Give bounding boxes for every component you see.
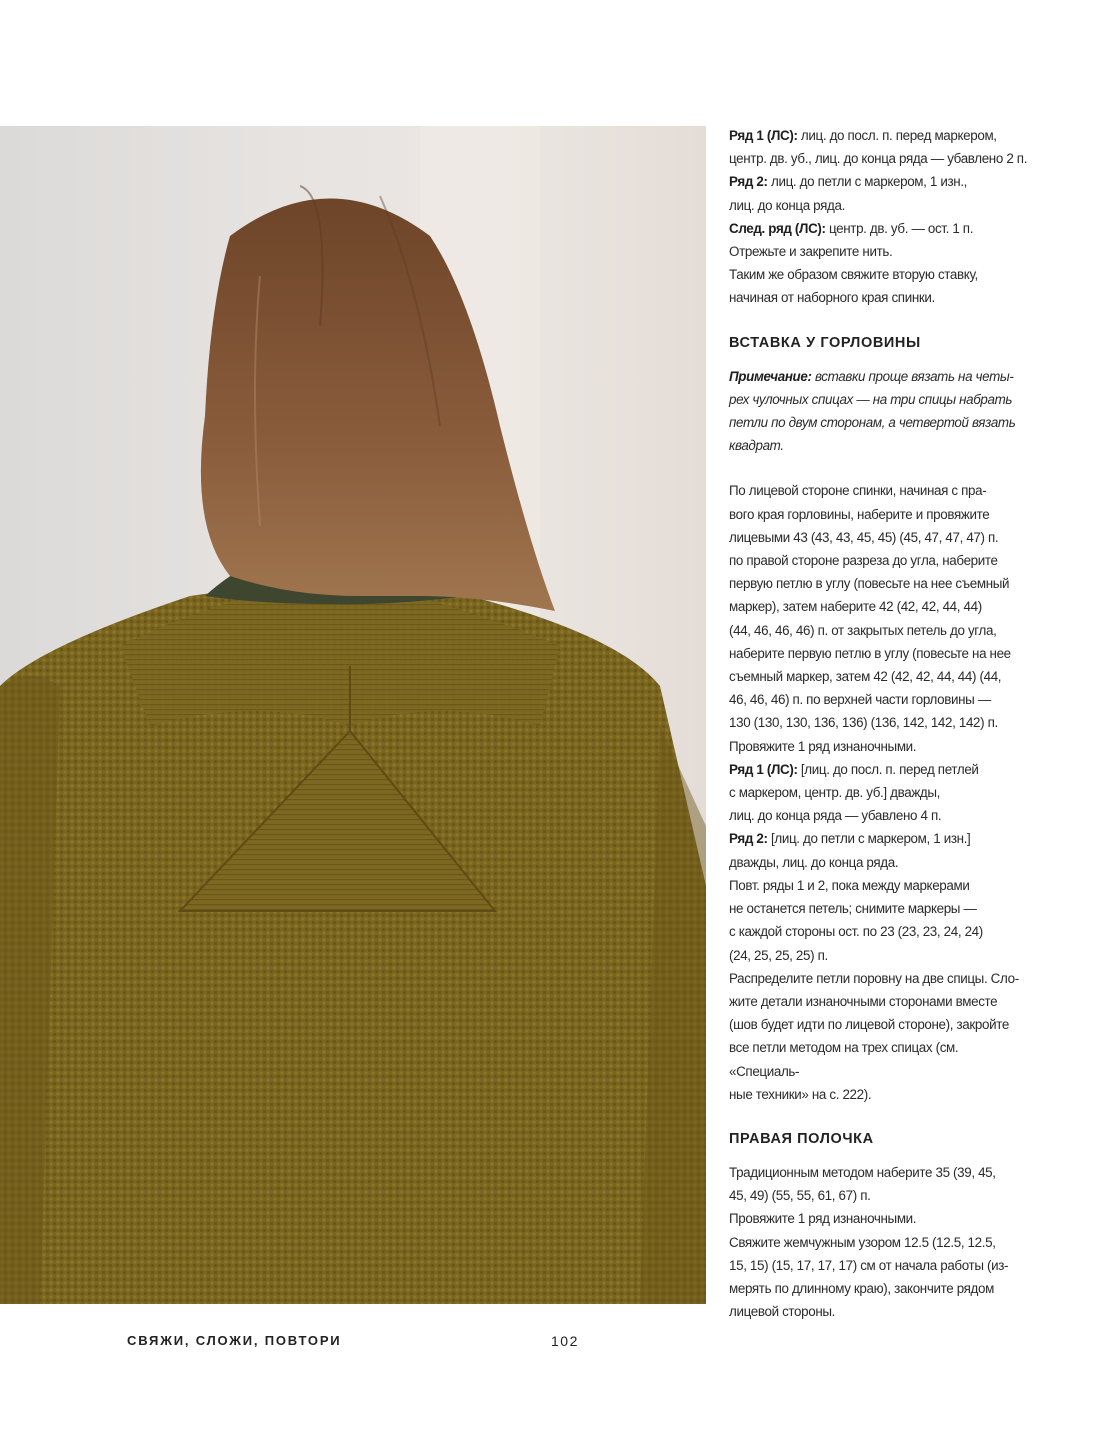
instruction-line: (24, 25, 25, 25) п. [729, 947, 828, 963]
note-line: петли по двум сторонам, а четвертой вязать [729, 415, 1016, 431]
section-back-insert [729, 124, 1029, 310]
instruction-line: ные техники» на с. 222). [729, 1086, 872, 1102]
instruction-line: съемный маркер, затем 42 (42, 42, 44, 44) (44, [729, 669, 1002, 685]
photo-illustration [0, 126, 706, 1304]
instruction-line: вого края горловины, наберите и провяжите [729, 506, 990, 522]
instruction-line: 46, 46, 46) п. по верхней части горловины — [729, 692, 991, 708]
instruction-line: (шов будет идти по лицевой стороне), закройте [729, 1017, 1009, 1033]
instruction-line: начиная от наборного края спинки. [729, 290, 935, 306]
instruction-line: первую петлю в углу (повесьте на нее съемный [729, 576, 1010, 592]
instruction-line: Провяжите 1 ряд изнаночными. [729, 1211, 917, 1227]
note-line: рех чулочных спицах — на три спицы набрать [729, 391, 1013, 407]
instruction-line: Распределите петли поровну на две спицы. Сло- [729, 970, 1019, 986]
pattern-instructions [729, 124, 1029, 1323]
instruction-line: (44, 46, 46, 46) п. от закрытых петель до угла, [729, 622, 997, 638]
instruction-line: 45, 49) (55, 55, 61, 67) п. [729, 1188, 871, 1204]
instruction-line: мерять по длинному краю), закончите рядом [729, 1280, 994, 1296]
instruction-line: Ряд 1 (ЛС): [лиц. до посл. п. перед петлей [729, 761, 979, 777]
instruction-line: 15, 15) (15, 17, 17, 17) см от начала работы (из- [729, 1257, 1009, 1273]
instruction-line: не останется петель; снимите маркеры — [729, 901, 977, 917]
note-block [729, 365, 1029, 458]
instruction-line: По лицевой стороне спинки, начиная с пра- [729, 483, 987, 499]
note-line: квадрат. [729, 438, 784, 454]
instruction-line: лиц. до конца ряда — убавлено 4 п. [729, 808, 942, 824]
page-number: 102 [551, 1333, 579, 1349]
instruction-line: наберите первую петлю в углу (повесьте на нее [729, 645, 1011, 661]
section-heading: ВСТАВКА У ГОРЛОВИНЫ [729, 334, 921, 351]
instruction-line: все петли методом на трех спицах (см. «Специаль- [729, 1040, 959, 1079]
instruction-line: Отрежьте и закрепите нить. [729, 244, 893, 260]
instruction-line: След. ряд (ЛС): центр. дв. уб. — ост. 1 п. [729, 220, 974, 236]
instruction-line: с маркером, центр. дв. уб.] дважды, [729, 785, 941, 801]
instruction-line: по правой стороне разреза до угла, наберите [729, 553, 998, 569]
sweater-back-photo [0, 126, 706, 1304]
instruction-line: Ряд 2: лиц. до петли с маркером, 1 изн., [729, 174, 968, 190]
instruction-line: 130 (130, 130, 136, 136) (136, 142, 142, 142) п. [729, 715, 998, 731]
instruction-line: лицевыми 43 (43, 43, 45, 45) (45, 47, 47, 47) п. [729, 529, 999, 545]
instruction-line: Провяжите 1 ряд изнаночными. [729, 738, 917, 754]
instruction-line: дважды, лиц. до конца ряда. [729, 854, 899, 870]
instruction-line: центр. дв. уб., лиц. до конца ряда — убавлено 2 п. [729, 151, 1028, 167]
instruction-line: Ряд 1 (ЛС): лиц. до посл. п. перед маркером, [729, 128, 997, 143]
note-line: Примечание: вставки проще вязать на четы- [729, 368, 1014, 384]
instruction-line: с каждой стороны ост. по 23 (23, 23, 24, 24) [729, 924, 983, 940]
instruction-line: Традиционным методом наберите 35 (39, 45, [729, 1164, 996, 1180]
instruction-line: Свяжите жемчужным узором 12.5 (12.5, 12.5, [729, 1234, 996, 1250]
instruction-line: Ряд 2: [лиц. до петли с маркером, 1 изн.] [729, 831, 971, 847]
instruction-line: маркер), затем наберите 42 (42, 42, 44, 44) [729, 599, 982, 615]
instruction-line: Таким же образом свяжите вторую ставку, [729, 267, 978, 283]
instruction-line: Повт. ряды 1 и 2, пока между маркерами [729, 877, 970, 893]
section-right-front [729, 1128, 1029, 1323]
section-heading: ПРАВАЯ ПОЛОЧКА [729, 1130, 874, 1147]
section-neck-insert [729, 332, 1029, 1106]
instruction-line: лиц. до конца ряда. [729, 197, 845, 213]
running-footer-title: СВЯЖИ, СЛОЖИ, ПОВТОРИ [127, 1333, 342, 1348]
instruction-line: лицевой стороны. [729, 1304, 836, 1320]
spacer [729, 457, 1029, 479]
instruction-line: жите детали изнаночными сторонами вместе [729, 993, 998, 1009]
